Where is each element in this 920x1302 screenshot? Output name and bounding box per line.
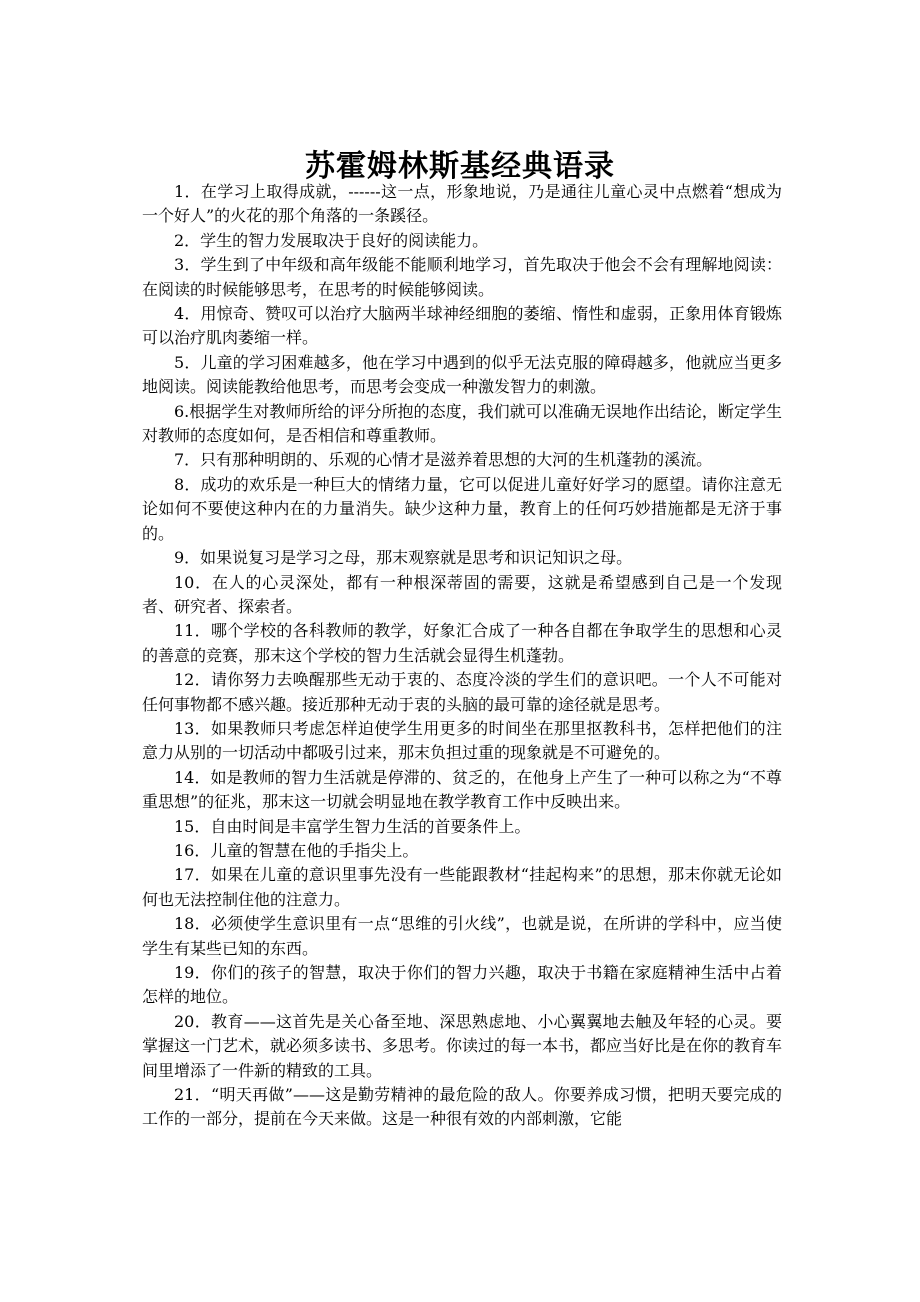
quote-paragraph: 6.根据学生对教师所给的评分所抱的态度，我们就可以准确无误地作出结论，断定学生对教师的态度如何，是否相信和尊重教师。 (142, 401, 782, 446)
quote-paragraph: 13．如果教师只考虑怎样迫使学生用更多的时间坐在那里抠教科书，怎样把他们的注意力从别的一切活动中都吸引过来，那末负担过重的现象就是不可避免的。 (142, 718, 782, 763)
quote-paragraph: 3．学生到了中年级和高年级能不能顺利地学习，首先取决于他会不会有理解地阅读：在阅读的时候能够思考，在思考的时候能够阅读。 (142, 255, 782, 299)
quote-paragraph: 1．在学习上取得成就，------这一点，形象地说，乃是通往儿童心灵中点燃着“想成为一个好人”的火花的那个角落的一条蹊径。 (142, 182, 782, 226)
quote-paragraph: 8．成功的欢乐是一种巨大的情绪力量，它可以促进儿童好好学习的愿望。请你注意无论如何不要使这种内在的力量消失。缺少这种力量，教育上的任何巧妙措施都是无济于事的。 (142, 474, 782, 543)
quote-paragraph: 4．用惊奇、赞叹可以治疗大脑两半球神经细胞的萎缩、惰性和虚弱，正象用体育锻炼可以治疗肌肉萎缩一样。 (142, 304, 782, 348)
quote-paragraph: 17．如果在儿童的意识里事先没有一些能跟教材“挂起构来”的思想，那末你就无论如何也无法控制住他的注意力。 (142, 865, 782, 909)
quote-paragraph: 12．请你努力去唤醒那些无动于衷的、态度冷淡的学生们的意识吧。一个人不可能对任何事物都不感兴趣。接近那种无动于衷的头脑的最可靠的途径就是思考。 (142, 670, 782, 714)
quote-paragraph: 15．自由时间是丰富学生智力生活的首要条件上。 (174, 816, 531, 836)
quote-paragraph: 7．只有那种明朗的、乐观的心情才是滋养着思想的大河的生机蓬勃的溪流。 (174, 450, 713, 470)
quote-list (142, 180, 782, 1132)
quote-paragraph: 10．在人的心灵深处，都有一种根深蒂固的需要，这就是希望感到自己是一个发现者、研究者、探索者。 (142, 572, 782, 616)
quote-paragraph: 14．如是教师的智力生活就是停滞的、贫乏的，在他身上产生了一种可以称之为“不尊重思想”的征兆，那末这一切就会明显地在教学教育工作中反映出来。 (142, 767, 782, 812)
quote-paragraph: 21．“明天再做”——这是勤劳精神的最危险的敌人。你要养成习惯，把明天要完成的工作的一部分，提前在今天来做。这是一种很有效的内部刺激，它能 (142, 1085, 782, 1129)
quote-paragraph: 20．教育——这首先是关心备至地、深思熟虑地、小心翼翼地去触及年轻的心灵。要掌握这一门艺术，就必须多读书、多思考。你读过的每一本书，都应当好比是在你的教育车间里增添了一件新的精致的工具。 (142, 1011, 783, 1080)
document-title: 苏霍姆林斯基经典语录 (305, 149, 615, 185)
quote-paragraph: 9．如果说复习是学习之母，那末观察就是思考和识记知识之母。 (174, 548, 633, 568)
quote-paragraph: 2．学生的智力发展取决于良好的阅读能力。 (174, 230, 489, 250)
quote-paragraph: 19．你们的孩子的智慧，取决于你们的智力兴趣，取决于书籍在家庭精神生活中占着怎样的地位。 (142, 963, 782, 1007)
quote-paragraph: 18．必须使学生意识里有一点“思维的引火线”，也就是说，在所讲的学科中，应当使学生有某些已知的东西。 (142, 914, 782, 958)
quote-paragraph: 5．儿童的学习困难越多，他在学习中遇到的似乎无法克服的障碍越多，他就应当更多地阅读。阅读能教给他思考，而思考会变成一种激发智力的刺激。 (142, 352, 782, 397)
quote-paragraph: 16．儿童的智慧在他的手指尖上。 (174, 840, 419, 860)
quote-paragraph: 11．哪个学校的各科教师的教学，好象汇合成了一种各自都在争取学生的思想和心灵的善意的竞赛，那末这个学校的智力生活就会显得生机蓬勃。 (142, 621, 782, 665)
